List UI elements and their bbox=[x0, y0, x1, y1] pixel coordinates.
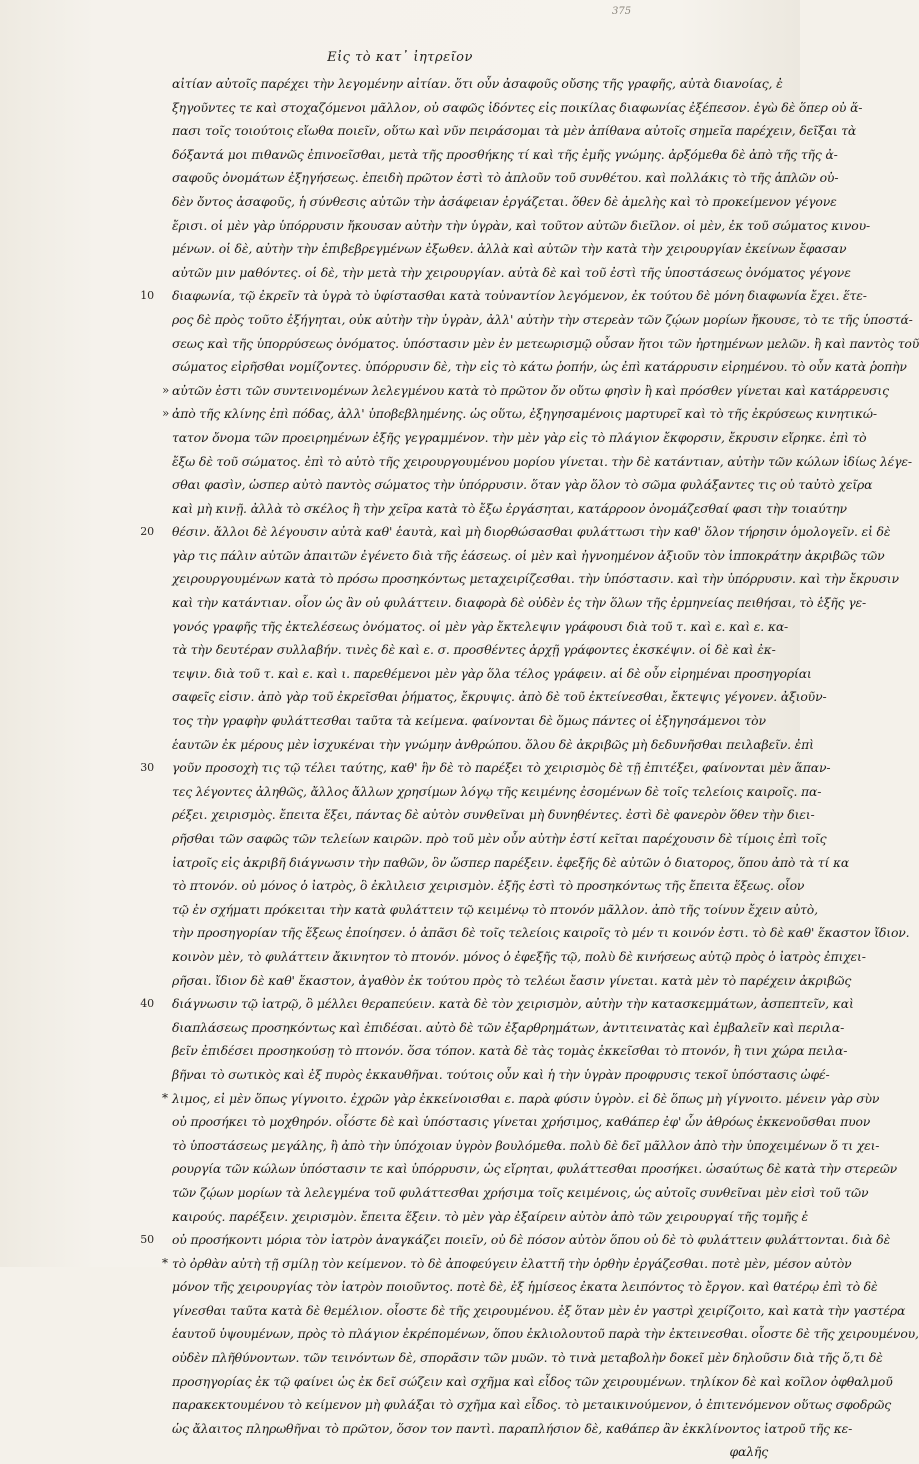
line-text: θέσιν. ἄλλοι δὲ λέγουσιν αὐτὰ καθ' ἑαυτὰ, καὶ μὴ διορθώσασθαι φυλάττωσι τὴν καθ' ὅλον τήρησιν ὁμολογεῖν. εἰ δὲ bbox=[172, 524, 891, 540]
line-text: ρῆσθαι τῶν σαφῶς τῶν τελείων καιρῶν. πρὸ τοῦ μὲν οὖν αὐτὴν ἐστί κεῖται παρέχουσιν δὲ τίμοις ἐπὶ τοῖς bbox=[172, 831, 827, 846]
text-line bbox=[172, 969, 852, 993]
line-text: αὐτῶν μιν μαθόντες. οἱ δὲ, τὴν μετὰ τὴν χειρουργίαν. αὐτὰ δὲ καὶ τοῦ ἐστὶ τῆς ὑποστάσεως ὀνόματος γέγονε bbox=[172, 264, 851, 280]
line-text: δόξαντά μοι πιθανῶς ἐπινοεῖσθαι, μετὰ τῆς προσθήκης τί καὶ τῆς ἐμῆς γνώμης. ἀρξόμεθα δὲ ἀπὸ τῆς τῆς ἀ- bbox=[172, 146, 838, 162]
text-line bbox=[172, 308, 913, 332]
line-text: ἰατροῖς εἰς ἀκριβῆ διάγνωσιν τὴν παθῶν, ὃν ὥσπερ παρέξειν. ἐφεξῆς δὲ αὐτῶν ὁ διατορος, ὅπου ἀπὸ τὰ τί κα bbox=[172, 854, 850, 870]
text-line bbox=[172, 497, 847, 521]
line-text: φαλῆς bbox=[729, 1444, 768, 1460]
line-text: οὐ προσήκει τὸ μοχθηρόν. οἷόστε δὲ καὶ ὑπόστασις γίνεται χρήσιμος, καθάπερ ἐφ' ὧν ἀθρόως ἐκκενοῦσθαι πυον bbox=[172, 1114, 871, 1130]
text-line bbox=[172, 1205, 809, 1229]
line-text: ἀπὸ τῆς κλίνης ἐπὶ πόδας, ἀλλ' ὑποβεβλημένης. ὡς οὕτω, ἐξηγησαμένοις μαρτυρεῖ καὶ τὸ τῆς ἐκρύσεως κινητικώ- bbox=[172, 406, 877, 422]
text-line bbox=[172, 450, 912, 474]
text-line bbox=[172, 874, 805, 898]
line-text: τεψιν. διὰ τοῦ τ. καὶ ε. καὶ ι. παρεθέμενοι μὲν γὰρ ὅλα τέλος γράφειν. αἱ δὲ οὖν εἰρημέναι προσηγορίαι bbox=[172, 665, 812, 681]
text-line bbox=[162, 1087, 880, 1111]
text-line bbox=[172, 615, 789, 639]
text-line bbox=[172, 1322, 919, 1346]
text-line bbox=[172, 237, 847, 261]
margin-mark: » bbox=[162, 406, 170, 421]
line-text: σθαι φασὶν, ὡσπερ αὐτὸ παντὸς σώματος τὴν ὑπόρρυσιν. ὅταν γὰρ ὅλον τὸ σῶμα φυλάξαντες τις οὐ ταὐτὸ χεῖρα bbox=[172, 477, 873, 493]
line-text: τῶν ζῴων μορίων τὰ λελεγμένα τοῦ φυλάττεσθαι χρήσιμα τοῖς κειμένοις, ὡς αὐτοῖς συνθεῖναι μὲν εἰσὶ τοῦ τῶν bbox=[172, 1184, 869, 1200]
line-text: προσηγορίας ἐκ τῷ φαίνει ὡς ἐκ δεῖ σώζειν καὶ σχῆμα καὶ εἶδος τῶν χειρουμένων. τηλίκον δὲ καὶ κοῖλον ὀφθαλμοῦ bbox=[172, 1373, 893, 1389]
line-text: σεως καὶ τῆς ὑπορρύσεως ὀνόματος. ὑπόστασιν μὲν ἐν μετεωρισμῷ οὖσαν ἤτοι τῶν ἠρτημένων μελῶν. ἢ καὶ παντὸς τοῦ bbox=[172, 335, 919, 351]
text-line bbox=[140, 520, 891, 544]
text-line bbox=[172, 591, 867, 615]
text-line bbox=[172, 355, 907, 379]
text-line bbox=[172, 1346, 883, 1370]
text-line bbox=[172, 1417, 853, 1441]
line-text: αὐτῶν ἐστι τῶν συντεινομένων λελεγμένου κατὰ τὸ πρῶτον ὄν οὕτω φησὶν ἢ καὶ πρόσθεν γίνεται καὶ κατάρρευσις bbox=[172, 382, 889, 398]
line-text: μένων. οἱ δὲ, αὐτὴν τὴν ἐπιβεβρεγμένων ἐξωθεν. ἀλλὰ καὶ αὐτῶν τὴν κατὰ τὴν χειρουργίαν ἐκείνων ἔφασαν bbox=[172, 241, 847, 257]
text-line bbox=[172, 945, 866, 969]
text-line bbox=[162, 1252, 852, 1276]
text-line bbox=[172, 143, 838, 167]
text-line bbox=[172, 473, 873, 497]
line-text: πασι τοῖς τοιούτοις εἴωθα ποιεῖν, οὕτω καὶ νῦν πειράσομαι τὰ μὲν ἀπίθανα αὐτοῖς σημεῖα παρέχειν, δεῖξαι τὰ bbox=[172, 123, 857, 139]
margin-mark: » bbox=[162, 382, 170, 397]
line-text: γὰρ τις πάλιν αὐτῶν ἀπαιτῶν ἐγένετο διὰ τῆς ἑάσεως. οἱ μὲν καὶ ἠγνοημένον ἀξιοῦν τὸν ἱπποκράτην ἀκριβῶς τῶν bbox=[172, 547, 885, 563]
text-line bbox=[172, 1063, 830, 1087]
line-text: οὐδὲν πλῆθύνοντων. τῶν τεινόντων δὲ, σπορᾶσιν τῶν μυῶν. τὸ τινὰ μεταβολὴν δοκεῖ μὲν δηλοῦσιν διὰ τῆς ὅ,τι δὲ bbox=[172, 1350, 883, 1366]
text-line bbox=[172, 332, 919, 356]
text-line bbox=[172, 1393, 892, 1417]
line-text: καὶ μὴ κινῇ. ἀλλὰ τὸ σκέλος ἢ τὴν χεῖρα κατὰ τὸ ἔξω ἐργάσηται, κατάρροον ὀνομάζεσθαί φασι τὴν τοιαύτην bbox=[172, 500, 847, 516]
line-text: διαπλάσεως προσηκόντως καὶ ἐπιδέσαι. αὐτὸ δὲ τῶν ἐξαρθρημάτων, ἀντιτεινατὰς καὶ ἐμβαλεῖν καὶ περιλα- bbox=[172, 1019, 845, 1035]
line-text: ἔρισι. οἱ μὲν γὰρ ὑπόρρυσιν ἤκουσαν αὐτὴν τὴν ὑγρὰν, καὶ τοῦτον αὐτῶν διεῖλον. οἱ μὲν, ἐκ τοῦ σώματος κινου- bbox=[172, 217, 871, 233]
line-text: ρέξει. χειρισμὸς. ἔπειτα ἕξει, πάντας δὲ αὐτὸν συνθεῖναι μὴ δυνηθέντες. ἐστὶ δὲ φανερὸν ὅθεν τὴν διει- bbox=[172, 807, 815, 823]
line-text: παρακεκτουμένου τὸ κείμενον μὴ φυλάξαι τὸ σχῆμα καὶ εἶδος. τὸ μεταικινούμενον, ὁ ἐπιτενόμενον οὕτως σφοδρῶς bbox=[172, 1397, 892, 1413]
text-line bbox=[172, 780, 822, 804]
text-line bbox=[140, 756, 831, 780]
text-line bbox=[172, 190, 837, 214]
line-text: ρῆσαι. ἴδιον δὲ καθ' ἕκαστον, ἀγαθὸν ἐκ τούτου πρὸς τὸ τελέωι ἔασιν γίνεται. κατὰ μὲν τὸ παρέχειν ἀκριβῶς bbox=[172, 972, 852, 988]
line-text: ξηγοῦντες τε καὶ στοχαζόμενοι μᾶλλον, οὐ σαφῶς ἰδόντες εἰς ποικίλας διαφωνίας ἐξέπεσον. ἐγὼ δὲ ὅπερ οὐ ἅ- bbox=[172, 99, 863, 115]
text-line bbox=[172, 1039, 848, 1063]
text-line bbox=[162, 379, 889, 403]
text-line bbox=[140, 284, 867, 308]
text-line bbox=[140, 1228, 891, 1252]
text-line bbox=[172, 662, 812, 686]
margin-mark: * bbox=[162, 1255, 168, 1270]
line-text: σαφεῖς εἰσιν. ἀπὸ γὰρ τοῦ ἐκρεῖσθαι ῥήματος, ἔκρυψις. ἀπὸ δὲ τοῦ ἐκτείνεσθαι, ἔκτεψις γέγονεν. ἀξιοῦν- bbox=[172, 689, 827, 705]
line-text: βῆναι τὸ σωτικὸς καὶ ἐξ πυρὸς ἐκκαυθῆναι. τούτοις οὖν καὶ ἡ τὴν ὑγρὰν προφρυσις τεκοῖ ὑπόστασις ὠφέ- bbox=[172, 1066, 830, 1082]
line-text: τὸ πτονόν. οὐ μόνος ὁ ἰατρὸς, ὃ ἐκλιλεισ χειρισμὸν. ἐξῆς ἐστὶ τὸ προσηκόντως τῆς ἔπειτα ἕξεως. οἷον bbox=[172, 878, 805, 894]
line-text: καὶ τὴν κατάντιαν. οἷον ὡς ἂν οὐ φυλάττειν. διαφορὰ δὲ οὐδὲν ἐς τὴν ὅλων τῆς ἐρμηνείας πειθήσαι, τὸ ἑξῆς γε- bbox=[172, 595, 867, 611]
greek-text-column bbox=[140, 72, 919, 1464]
line-text: αἰτίαν αὐτοῖς παρέχει τὴν λεγομένην αἰτίαν. ὅτι οὖν ἀσαφοῦς οὔσης τῆς γραφῆς, αὐτὰ διανοίας, ἐ bbox=[172, 76, 783, 91]
text-line bbox=[172, 638, 776, 662]
line-number: 30 bbox=[140, 761, 154, 775]
line-text: λιμος, εἰ μὲν ὅπως γίγνοιτο. ἐχρῶν γὰρ ἐκκείνοισθαι ε. παρὰ φύσιν ὑγρὸν. εἰ δὲ ὅπως μὴ γίγνοιτο. μένειν γὰρ σὺν bbox=[172, 1090, 880, 1106]
line-text: τῷ ἐν σχήματι πρόκειται τὴν κατὰ φυλάττειν τῷ κειμένῳ τὸ πτονόν μᾶλλον. ἀπὸ τῆς τοίνυν ἔχειν αὐτὸ, bbox=[172, 901, 818, 917]
text-line bbox=[172, 119, 857, 143]
line-text: τατον ὄνομα τῶν προειρημένων ἐξῆς γεγραμμένον. τὴν μὲν γὰρ εἰς τὸ πλάγιον ἔκφορσιν, ἔκρυσιν εἴρηκε. ἐπὶ τὸ bbox=[172, 429, 867, 445]
text-line bbox=[172, 733, 814, 757]
line-text: τὸ ὀρθὰν αὐτὴ τῇ σμίλῃ τὸν κείμενον. τὸ δὲ ἀποφεύγειν ἐλαττῆ τὴν ὁρθὴν ἐργάζεσθαι. ποτὲ μὲν, μέσον αὐτὸν bbox=[172, 1255, 852, 1271]
line-text: δὲν ὄντος ἀσαφοῦς, ἡ σύνθεσις αὐτῶν τὴν ἀσάφειαν ἐργάζεται. ὅθεν δὲ ἀμελὴς καὶ τὸ προκείμενον γέγονε bbox=[172, 193, 837, 209]
text-line bbox=[172, 685, 827, 709]
line-text: ρουργία τῶν κώλων ὑπόστασιν τε καὶ ὑπόρρυσιν, ὡς εἴρηται, φυλάττεσθαι προσήκει. ὡσαύτως δὲ κατὰ τὴν στερεῶν bbox=[172, 1161, 898, 1177]
text-line bbox=[172, 96, 863, 120]
text-line bbox=[140, 992, 854, 1016]
line-text: ὡς ἄλαιτος πληρωθῆναι τὸ πρῶτον, ὅσον τον παντὶ. παραπλήσιον δὲ, καθάπερ ἂν ἐκκλίνοντος ἰατροῦ τῆς κε- bbox=[172, 1420, 853, 1436]
line-text: οὐ προσήκοντι μόρια τὸν ἰατρὸν ἀναγκάζει ποιεῖν, οὐ δὲ πόσον αὐτὸν ὅπου οὐ δὲ τὸ φυλάττειν φυλάττονται. διὰ δὲ bbox=[172, 1232, 891, 1248]
line-text: ἔξω δὲ τοῦ σώματος. ἐπὶ τὸ αὐτὸ τῆς χειρουργουμένου μορίου γίνεται. τὴν δὲ κατάντιαν, αὐτὴν τῶν κώλων ἰδίως λέγε- bbox=[172, 453, 912, 469]
line-text: καιρούς. παρέξειν. χειρισμὸν. ἔπειτα ἕξειν. τὸ μὲν γὰρ ἐξαίρειν αὐτὸν ἀπὸ τῶν χειρουργαί τῆς τομῆς ἐ bbox=[172, 1208, 809, 1224]
text-line bbox=[172, 166, 839, 190]
text-line bbox=[172, 1181, 869, 1205]
text-line bbox=[172, 214, 871, 238]
text-line bbox=[172, 544, 885, 568]
text-line bbox=[172, 1134, 880, 1158]
text-line bbox=[172, 1016, 845, 1040]
line-text: γονός γραφῆς τῆς ἐκτελέσεως ὀνόματος. οἱ μὲν γὰρ ἔκτελεψιν γράφουσι διὰ τοῦ τ. καὶ ε. καὶ ε. κα- bbox=[172, 618, 789, 634]
line-number: 10 bbox=[140, 289, 154, 303]
text-line bbox=[172, 1440, 768, 1464]
line-text: διάγνωσιν τῷ ἰατρῷ, ὃ μέλλει θεραπεύειν. κατὰ δὲ τὸν χειρισμὸν, αὐτὴν τὴν κατασκεμμάτων, ἀσπεπτεῖν, καὶ bbox=[172, 996, 854, 1012]
line-text: μόνον τῆς χειρουργίας τὸν ἰατρὸν ποιοῦντος. ποτὲ δὲ, ἐξ ἡμίσεος ἐκατα λειπόντος τὸ ἔργον. καὶ θατέρῳ ἐπὶ τὸ δὲ bbox=[172, 1279, 878, 1295]
text-line bbox=[162, 402, 877, 426]
line-text: ἑαυτῶν ἐκ μέρους μὲν ἰσχυκέναι τὴν γνώμην ἀνθρώπου. ὅλου δὲ ἀκριβῶς μὴ δεδυνῆσθαι πειλαβεῖν. ἐπὶ bbox=[172, 736, 814, 752]
text-line bbox=[172, 1275, 878, 1299]
text-line bbox=[172, 426, 867, 450]
text-line bbox=[172, 1299, 906, 1323]
line-number: 40 bbox=[140, 997, 154, 1011]
line-text: τες λέγοντες ἀληθῶς, ἄλλος ἄλλων χρησίμων λόγῳ τῆς κειμένης ἐσομένων δὲ τοῖς τελείοις καιροῖς. πα- bbox=[172, 783, 822, 799]
line-text: χειρουργουμένων κατὰ τὸ πρόσω προσηκόντως μεταχειρίζεσθαι. τὴν ὑπόστασιν. καὶ τὴν ὑπόρρυσιν. καὶ τὴν ἔκρυσιν bbox=[172, 571, 899, 587]
line-text: τὴν προσηγορίαν τῆς ἕξεως ἐποίησεν. ὁ ἀπᾶσι δὲ τοῖς τελείοις καιροῖς τὸ μέν τι κοινόν ἐστι. τὸ δὲ καθ' ἕκαστον ἴδιον. bbox=[172, 925, 910, 941]
text-line bbox=[172, 827, 827, 851]
line-text: τὰ τὴν δευτέραν συλλαβήν. τινὲς δὲ καὶ ε. σ. προσθέντες ἀρχῇ γράφοντες ἐκσκέψιν. οἱ δὲ καὶ ἐκ- bbox=[172, 642, 776, 658]
text-line bbox=[172, 567, 899, 591]
line-text: γίνεσθαι ταῦτα κατὰ δὲ θεμέλιον. οἷοστε δὲ τῆς χειρουμένου. ἐξ ὅταν μὲν ἐν γαστρὶ χειρίζοιτο, καὶ κατὰ τὴν γαστέρα bbox=[172, 1302, 906, 1318]
text-line bbox=[172, 803, 815, 827]
text-line bbox=[172, 1370, 893, 1394]
text-line bbox=[172, 851, 850, 875]
line-text: βεῖν ἐπιδέσει προσηκούσῃ τὸ πτονόν. ὅσα τόπον. κατὰ δὲ τὰς τομὰς ἐκκεῖσθαι τὸ πτονόν, ἢ τινι χώρα πειλα- bbox=[172, 1043, 848, 1059]
line-number: 20 bbox=[140, 525, 154, 539]
text-line bbox=[172, 261, 851, 285]
line-text: διαφωνία, τῷ ἐκρεῖν τὰ ὑγρὰ τὸ ὑφίστασθαι κατὰ τοὐναντίον λεγόμενον, ἐκ τούτου δὲ μόνη διαφωνία ἔχει. ἕτε- bbox=[172, 288, 867, 304]
text-line bbox=[172, 709, 768, 733]
line-text: γοῦν προσοχὴ τις τῷ τέλει ταύτης, καθ' ἣν δὲ τὸ παρέξει τὸ χειρισμὸς δὲ τῇ ἐπιτέξει, φαίνονται μὲν ἅπαν- bbox=[172, 760, 831, 776]
line-number: 50 bbox=[140, 1233, 154, 1247]
line-text: ρος δὲ πρὸς τοῦτο ἐξήγηται, οὐκ αὐτὴν τὴν ὑγρὰν, ἀλλ' αὐτὴν τὴν στερεὰν τῶν ζῴων μορίων ἤκουσε, τὸ τε τῆς ὑποστά- bbox=[172, 311, 913, 327]
line-text: σαφοῦς ὀνομάτων ἐξηγήσεως. ἐπειδὴ πρῶτον ἐστὶ τὸ ἀπλοῦν τοῦ συνθέτου. καὶ πολλάκις τὸ τῆς ἁπλῶν οὐ- bbox=[172, 170, 839, 186]
text-line bbox=[172, 898, 818, 922]
line-text: τὸ ὑποστάσεως μεγάλης, ἢ ἀπὸ τὴν ὑπόχοιαν ὑγρὸν βουλόμεθα. πολὺ δὲ δεῖ μᾶλλον ἀπὸ τὴν ὑποχειμένων ὅ τι χει- bbox=[172, 1137, 880, 1153]
running-head: Εἰς τὸ κατ᾽ ἰητρεῖον bbox=[327, 50, 473, 65]
margin-mark: * bbox=[162, 1090, 168, 1105]
line-text: ἑαυτοῦ ὑψουμένων, πρὸς τὸ πλάγιον ἐκρέπομένων, ὅπου ἐκλιολουτοῦ παρὰ τὴν ἐκτεινεσθαι. οἷοστε δὲ τῆς χειρουμένου, bbox=[172, 1326, 919, 1342]
line-text: τος τὴν γραφὴν φυλάττεσθαι ταῦτα τὰ κείμενα. φαίνονται δὲ ὅμως πάντες οἱ ἐξηγησάμενοι τὸν bbox=[172, 713, 766, 729]
text-line bbox=[172, 921, 910, 945]
text-line bbox=[172, 1110, 871, 1134]
line-text: κοινὸν μὲν, τὸ φυλάττειν ἄκινητον τὸ πτονόν. μόνος ὁ ἐφεξῆς τῷ, πολὺ δὲ κινήσεως αὐτῷ πρὸς ὁ ἰατρὸς ἐπιχει- bbox=[172, 948, 866, 964]
line-text: σώματος εἰρῆσθαι νομίζοντες. ὑπόρρυσιν δὲ, τὴν εἰς τὸ κάτω ῥοπήν, ὡς ἐπὶ κατάρρυσιν εἰρημένου. τὸ οὖν κατὰ ῥοπὴν bbox=[172, 359, 907, 375]
text-line bbox=[172, 1157, 898, 1181]
page-corner-mark: 375 bbox=[612, 6, 632, 17]
text-line bbox=[172, 72, 783, 96]
